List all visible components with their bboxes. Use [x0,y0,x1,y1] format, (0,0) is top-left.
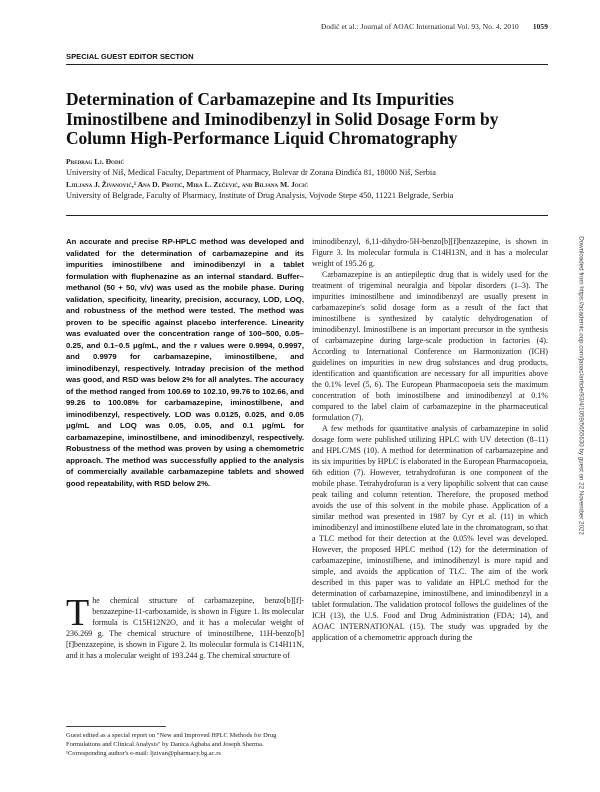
body-paragraph-1: iminodibenzyl, 6,11-dihydro-5H-benzo[b][f]benzazepine, is shown in Figure 3. Its molecular formula is C14H13N, and it has a molecular weight of 195.26 g. [312,237,548,268]
section-label: SPECIAL GUEST EDITOR SECTION [66,52,194,61]
footnotes [66,732,304,760]
left-column [66,236,304,489]
abstract: An accurate and precise RP-HPLC method was developed and validated for the determination of carbamazepine and its impurities iminostilbene and iminodibenzyl in a tablet formulation with fluphenazine as an internal standard. Buffer–methanol (50 + 50, v/v) was used as the mobile phase. During validation, specificity, linearity, precision, accuracy, LOD, LOQ, and robustness of the method were tested. The method was proven to be specific against placebo interference. Linearity was evaluated over the concentration range of 100–500, 0.05–0.25, and 0.1–0.5 μg/mL, and the r values were 0.9994, 0.9997, and 0.9979 for carbamazepine, iminostilbene, and iminodibenzyl, respectively. Intraday precision of the method was good, and RSD was below 2% for all analytes. The accuracy of the method ranged from 100.69 to 102.10, 99.76 to 102.66, and 99.26 to 100.08% for carbamazepine, iminostilbene, and iminodibenzyl, respectively. LOD was 0.0125, 0.025, and 0.05 μg/mL and LOQ was 0.05, 0.05, and 0.1 μg/mL for carbamazepine, iminostilbene, and iminodibenzyl, respectively. Robustness of the method was proven by using a chemometric approach. The method was successfully applied to the analysis of commercially available carbamazepine tablets and showed good repeatability, with RSD below 2%. [66,237,304,488]
article-title: Determination of Carbamazepine and Its Impurities Iminostilbene and Iminodibenzyl in Solid Dosage Form by Column High-Performance Liquid Chromatography [66,89,499,149]
right-column [312,236,548,643]
intro-text: he chemical structure of carbamazepine, benzo[b][f]-benzazepine-11-carboxamide, is shown in Figure 1. Its molecular formula is C15H12N2O, and it has a molecular weight of 236.269 g. The chemical structure of iminostilbene, 11H-benzo[b][f]benzazepine, is shown in Figure 2. Its molecular formula is C14H11N, and it has a molecular weight of 193.244 g. The chemical structure of [66,596,304,660]
footnote-corresponding-author: ¹Corresponding author's e-mail: ljzivan@pharmacy.bg.ac.rs [66,750,221,757]
body-paragraph-2: Carbamazepine is an antiepileptic drug that is widely used for the treatment of trigeminal neuralgia and bipolar disorders (1–3). The impurities iminostilbene and iminodibenzyl are usually present in carbamazepine's solid dosage form as a result of the fact that iminostilbene is synthesized by catalytic dehydrogenation of iminodibenzyl. Iminostilbene is an important precursor in the synthesis of carbamazepine during large-scale production in factories (4). According to International Conference on Harmonization (ICH) guidelines on impurities in new drug substances and drug products, identification and quantification are necessary for all impurities above the 0.1% level (5, 6). The European Pharmacopoeia sets the maximum concentration of both iminostilbene and iminodibenzyl at 0.1% compared to the label claim of carbamazepine in the pharmaceutical formulation (7). [312,270,548,422]
author-names-1: Predrag Lj. Đodić [66,157,125,166]
intro-paragraph [66,592,304,661]
running-header [321,22,548,31]
drop-cap: T [66,592,90,634]
page-number: 1059 [532,22,548,31]
author-names-2: Ljiljana J. Živanović,¹ Ana D. Protić, Mira L. Zečević, and Biljana M. Jocić [66,179,308,189]
affiliation-2: University of Belgrade, Faculty of Pharmacy, Institute of Drug Analysis, Vojvode Stepe 450, 11221 Belgrade, Serbia [66,191,454,201]
header-rule [66,64,548,65]
affiliation-1: University of Niš, Medical Faculty, Department of Pharmacy, Bulevar dr Zorana Đinđića 81, 18000 Niš, Serbia [66,168,436,178]
author-block [66,156,548,202]
body-paragraph-3: A few methods for quantitative analysis of carbamazepine in solid dosage form were published utilizing HPLC with UV detection (8–11) and HPLC/MS (10). A method for determination of carbamazepine and its six impurities by HPLC is elaborated in the European Pharmacopoeia, 6th edition (7). However, tetrahydrofuran is one component of the mobile phase. Tetrahydrofuran is a very lipophilic solvent that can cause peak tailing and column retention. Therefore, the proposed method avoids the use of this solvent in the mobile phase. Application of a similar method was presented in 1987 by Cyr et al. (11) in which iminodibenzyl and iminostilbene eluted late in the chromatogram, so that a TLC method for their detection at the 0.05% level was developed. However, the proposed HPLC method (12) for the determination of carbamazepine, iminostilbene, and iminodibenzyl is more rapid and simple, and avoids the application of TLC. The aim of the work described in this paper was to validate an HPLC method for the determination of carbamazepine, iminostilbene, and iminodibenzyl in a tablet formulation. The validation protocol follows the guidelines of the ICH (13), the U.S. Food and Drug Administration (FDA; 14), and AOAC INTERNATIONAL (15). The study was upgraded by the application of a chemometric approach during the [312,424,548,642]
footnote-rule [66,726,166,727]
download-notice: Downloaded from https://academic.oup.com/jaoac/article/93/4/1059/5655630 by guest on 22 November 2022 [577,236,585,535]
running-header-text: Đodić et al.: Journal of AOAC International Vol. 93, No. 4, 2010 [320,22,519,31]
footnote-guest-editor: Guest edited as a special report on "New and Improved HPLC Methods for Drug Formulations and Clinical Analysis" by Danica Agbaba and Joseph Sherma. [66,732,277,748]
authors-rule [66,215,548,216]
download-sidebar [575,196,587,576]
